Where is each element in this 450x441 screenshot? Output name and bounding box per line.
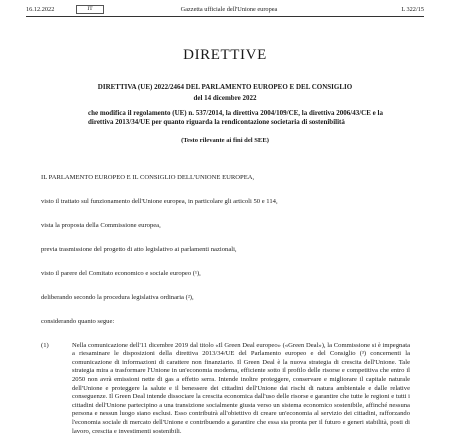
act-subject: che modifica il regolamento (UE) n. 537/2014, la direttiva 2004/109/CE, la direttiva 2006/43/CE e la direttiva 2013/34/UE per quanto riguarda la rendicontazione societaria di sostenibilità bbox=[88, 108, 383, 126]
act-date: del 14 dicembre 2022 bbox=[193, 94, 257, 102]
recital-text: Nella comunicazione dell'11 dicembre 2019 dal titolo «Il Green Deal europeo» («Green Deal»), la Commissione si è impegnata a riesaminare le disposizioni della direttiva 2013/34/UE del Parlamento europeo e del Consiglio (³) concernenti la comunicazione di informazioni di carattere non finanziario. Il Green Deal è la nuova strategia di crescita dell'Unione. Tale strategia mira a trasformare l'Unione in un'economia moderna, efficiente sotto il profilo delle risorse e competitiva che entro il 2050 non avrà emissioni nette di gas a effetto serra. Intende inoltre proteggere, conservare e migliorare il capitale naturale dell'Unione e proteggere la salute e il benessere dei cittadini dell'Unione dai rischi di natura ambientale e dalle relative conseguenze. Il Green Deal intende dissociare la crescita economica dall'uso delle risorse e garantire che tutte le regioni e tutti i cittadini dell'Unione partecipino a una transizione socialmente giusta verso un sistema economico sostenibile, affinché nessuna persona e nessun luogo siano esclusi. Esso contribuirà all'obiettivo di creare un'economia al servizio dei cittadini, rafforzando l'economia sociale di mercato dell'Unione e contribuendo a garantire che essa sia pronta per il futuro e generi stabilità, posti di lavoro, crescita e investimenti sostenibili. bbox=[72, 341, 410, 435]
journal-title: Gazzetta ufficiale dell'Unione europea bbox=[180, 5, 278, 13]
page-reference: L 322/15 bbox=[401, 5, 424, 13]
recital-number: (1) bbox=[41, 341, 49, 349]
citation-procedure: deliberando secondo la procedura legislativa ordinaria (²), bbox=[41, 293, 194, 301]
citation-esc-opinion: visto il parere del Comitato economico e sociale europeo (¹), bbox=[41, 269, 201, 277]
citation-proposal: vista la proposta della Commissione europea, bbox=[41, 221, 161, 229]
considering-intro: considerando quanto segue: bbox=[41, 318, 115, 326]
language-badge: IT bbox=[76, 5, 104, 14]
enacting-institutions: IL PARLAMENTO EUROPEO E IL CONSIGLIO DELL'UNIONE EUROPEA, bbox=[41, 173, 255, 181]
citation-transmission: previa trasmissione del progetto di atto legislativo ai parlamenti nazionali, bbox=[41, 245, 237, 253]
citation-treaty: visto il trattato sul funzionamento dell'Unione europea, in particolare gli articoli 50 e 114, bbox=[41, 197, 278, 205]
publication-date: 16.12.2022 bbox=[26, 5, 55, 13]
eea-relevance-note: (Testo rilevante ai fini del SEE) bbox=[181, 136, 269, 144]
recital-item bbox=[26, 342, 424, 437]
act-title: DIRETTIVA (UE) 2022/2464 DEL PARLAMENTO EUROPEO E DEL CONSIGLIO bbox=[97, 83, 353, 91]
running-header bbox=[26, 3, 424, 15]
section-title: DIRETTIVE bbox=[183, 47, 267, 63]
header-divider bbox=[26, 16, 424, 17]
